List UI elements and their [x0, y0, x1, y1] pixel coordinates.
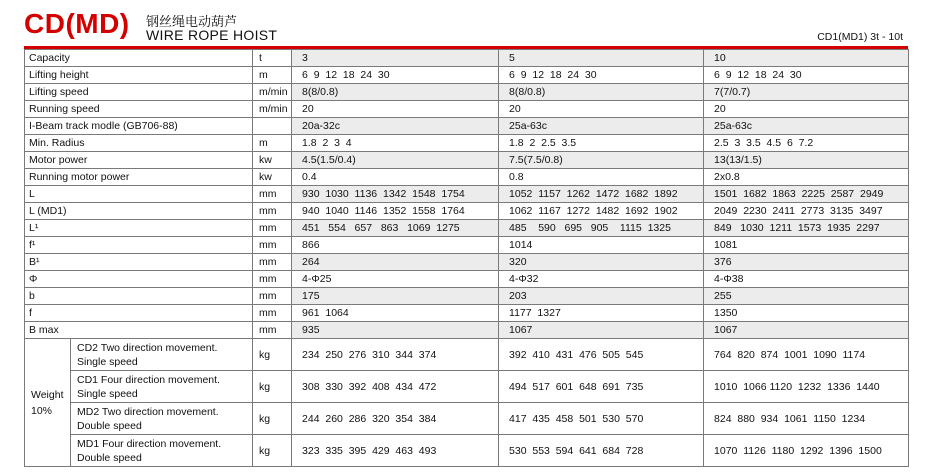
- spec-unit: t: [253, 50, 292, 67]
- spec-value-3t: 175: [292, 288, 499, 305]
- weight-value-3t: 308 330 392 408 434 472: [292, 371, 499, 403]
- spec-value-5t: 203: [499, 288, 704, 305]
- weight-value-10t: 764 820 874 1001 1090 1174: [704, 339, 909, 371]
- spec-value-10t: 1081: [704, 237, 909, 254]
- spec-unit: kw: [253, 169, 292, 186]
- spec-row: [25, 169, 909, 186]
- spec-row: [25, 84, 909, 101]
- spec-value-10t: 2049 2230 2411 2773 3135 3497: [704, 203, 909, 220]
- weight-label-line1: Weight: [31, 388, 64, 401]
- spec-label: b: [25, 288, 253, 305]
- spec-value-5t: 1177 1327: [499, 305, 704, 322]
- spec-unit: [253, 118, 292, 135]
- spec-row: [25, 288, 909, 305]
- weight-value-10t: 824 880 934 1061 1150 1234: [704, 403, 909, 435]
- spec-row: [25, 152, 909, 169]
- spec-value-10t: 255: [704, 288, 909, 305]
- spec-row: [25, 220, 909, 237]
- spec-label: f: [25, 305, 253, 322]
- spec-value-5t: 1014: [499, 237, 704, 254]
- weight-unit: kg: [253, 339, 292, 371]
- spec-row: [25, 203, 909, 220]
- spec-value-3t: 20a-32c: [292, 118, 499, 135]
- spec-value-3t: 3: [292, 50, 499, 67]
- weight-unit: kg: [253, 435, 292, 467]
- spec-value-3t: 930 1030 1136 1342 1548 1754: [292, 186, 499, 203]
- weight-row: [25, 403, 909, 435]
- spec-unit: mm: [253, 220, 292, 237]
- weight-value-10t: 1010 1066 1120 1232 1336 1440: [704, 371, 909, 403]
- spec-label: L¹: [25, 220, 253, 237]
- spec-row: [25, 237, 909, 254]
- spec-row: [25, 254, 909, 271]
- weight-value-3t: 234 250 276 310 344 374: [292, 339, 499, 371]
- weight-config: MD2 Two direction movement. Double speed: [71, 403, 253, 435]
- spec-value-10t: 849 1030 1211 1573 1935 2297: [704, 220, 909, 237]
- spec-label: Capacity: [25, 50, 253, 67]
- spec-value-5t: 1067: [499, 322, 704, 339]
- spec-value-3t: 0.4: [292, 169, 499, 186]
- spec-label: Running speed: [25, 101, 253, 118]
- spec-value-5t: 4-Φ32: [499, 271, 704, 288]
- spec-value-10t: 2x0.8: [704, 169, 909, 186]
- weight-row: [25, 339, 909, 371]
- weight-row: [25, 371, 909, 403]
- weight-config: MD1 Four direction movement. Double speed: [71, 435, 253, 467]
- spec-value-3t: 20: [292, 101, 499, 118]
- weight-label: [25, 339, 71, 467]
- spec-label: Lifting height: [25, 67, 253, 84]
- spec-unit: mm: [253, 271, 292, 288]
- spec-value-10t: 4-Φ38: [704, 271, 909, 288]
- spec-label: Min. Radius: [25, 135, 253, 152]
- spec-label: Running motor power: [25, 169, 253, 186]
- weight-unit: kg: [253, 371, 292, 403]
- spec-value-3t: 4.5(1.5/0.4): [292, 152, 499, 169]
- spec-unit: m/min: [253, 84, 292, 101]
- weight-value-5t: 392 410 431 476 505 545: [499, 339, 704, 371]
- spec-value-5t: 0.8: [499, 169, 704, 186]
- spec-value-3t: 940 1040 1146 1352 1558 1764: [292, 203, 499, 220]
- weight-value-5t: 417 435 458 501 530 570: [499, 403, 704, 435]
- spec-row: [25, 101, 909, 118]
- weight-value-3t: 244 260 286 320 354 384: [292, 403, 499, 435]
- spec-value-10t: 376: [704, 254, 909, 271]
- spec-row: [25, 305, 909, 322]
- spec-value-3t: 451 554 657 863 1069 1275: [292, 220, 499, 237]
- spec-value-5t: 7.5(7.5/0.8): [499, 152, 704, 169]
- spec-label: Lifting speed: [25, 84, 253, 101]
- spec-label: B¹: [25, 254, 253, 271]
- spec-value-3t: 866: [292, 237, 499, 254]
- spec-label: L: [25, 186, 253, 203]
- spec-row: [25, 271, 909, 288]
- spec-value-3t: 4-Φ25: [292, 271, 499, 288]
- header: [0, 0, 931, 46]
- spec-unit: mm: [253, 322, 292, 339]
- spec-value-5t: 25a-63c: [499, 118, 704, 135]
- spec-value-5t: 1052 1157 1262 1472 1682 1892: [499, 186, 704, 203]
- spec-value-10t: 10: [704, 50, 909, 67]
- spec-label: f¹: [25, 237, 253, 254]
- spec-value-3t: 8(8/0.8): [292, 84, 499, 101]
- model-range: CD1(MD1) 3t - 10t: [817, 31, 903, 43]
- spec-row: [25, 322, 909, 339]
- weight-value-5t: 530 553 594 641 684 728: [499, 435, 704, 467]
- spec-value-10t: 25a-63c: [704, 118, 909, 135]
- spec-value-5t: 20: [499, 101, 704, 118]
- spec-value-5t: 6 9 12 18 24 30: [499, 67, 704, 84]
- spec-value-5t: 8(8/0.8): [499, 84, 704, 101]
- spec-value-3t: 961 1064: [292, 305, 499, 322]
- spec-value-10t: 1350: [704, 305, 909, 322]
- spec-table: [24, 49, 909, 467]
- spec-value-10t: 1501 1682 1863 2225 2587 2949: [704, 186, 909, 203]
- spec-row: [25, 135, 909, 152]
- spec-value-10t: 13(13/1.5): [704, 152, 909, 169]
- spec-value-3t: 935: [292, 322, 499, 339]
- spec-label: I-Beam track modle (GB706-88): [25, 118, 253, 135]
- weight-unit: kg: [253, 403, 292, 435]
- spec-value-5t: 320: [499, 254, 704, 271]
- spec-unit: mm: [253, 305, 292, 322]
- spec-value-3t: 6 9 12 18 24 30: [292, 67, 499, 84]
- spec-unit: m/min: [253, 101, 292, 118]
- spec-unit: mm: [253, 203, 292, 220]
- spec-unit: mm: [253, 288, 292, 305]
- spec-unit: mm: [253, 186, 292, 203]
- spec-label: Φ: [25, 271, 253, 288]
- spec-value-5t: 1062 1167 1272 1482 1692 1902: [499, 203, 704, 220]
- spec-unit: kw: [253, 152, 292, 169]
- spec-value-10t: 20: [704, 101, 909, 118]
- title-chinese: 钢丝绳电动葫芦: [146, 14, 238, 29]
- weight-value-5t: 494 517 601 648 691 735: [499, 371, 704, 403]
- spec-value-5t: 5: [499, 50, 704, 67]
- spec-value-10t: 2.5 3 3.5 4.5 6 7.2: [704, 135, 909, 152]
- weight-value-3t: 323 335 395 429 463 493: [292, 435, 499, 467]
- title-english: WIRE ROPE HOIST: [146, 27, 278, 43]
- spec-row: [25, 118, 909, 135]
- spec-label: Motor power: [25, 152, 253, 169]
- weight-config: CD1 Four direction movement. Single speed: [71, 371, 253, 403]
- weight-value-10t: 1070 1126 1180 1292 1396 1500: [704, 435, 909, 467]
- spec-value-3t: 264: [292, 254, 499, 271]
- spec-row: [25, 186, 909, 203]
- weight-label-line2: 10%: [31, 404, 53, 417]
- spec-label: B max: [25, 322, 253, 339]
- spec-unit: m: [253, 135, 292, 152]
- spec-value-5t: 1.8 2 2.5 3.5: [499, 135, 704, 152]
- spec-value-10t: 7(7/0.7): [704, 84, 909, 101]
- spec-value-10t: 6 9 12 18 24 30: [704, 67, 909, 84]
- weight-config: CD2 Two direction movement. Single speed: [71, 339, 253, 371]
- spec-value-5t: 485 590 695 905 1115 1325: [499, 220, 704, 237]
- spec-unit: mm: [253, 237, 292, 254]
- spec-label: L (MD1): [25, 203, 253, 220]
- spec-unit: m: [253, 67, 292, 84]
- spec-value-10t: 1067: [704, 322, 909, 339]
- spec-value-3t: 1.8 2 3 4: [292, 135, 499, 152]
- brand-logo: CD(MD): [24, 8, 130, 39]
- spec-row: [25, 50, 909, 67]
- weight-row: [25, 435, 909, 467]
- spec-unit: mm: [253, 254, 292, 271]
- spec-row: [25, 67, 909, 84]
